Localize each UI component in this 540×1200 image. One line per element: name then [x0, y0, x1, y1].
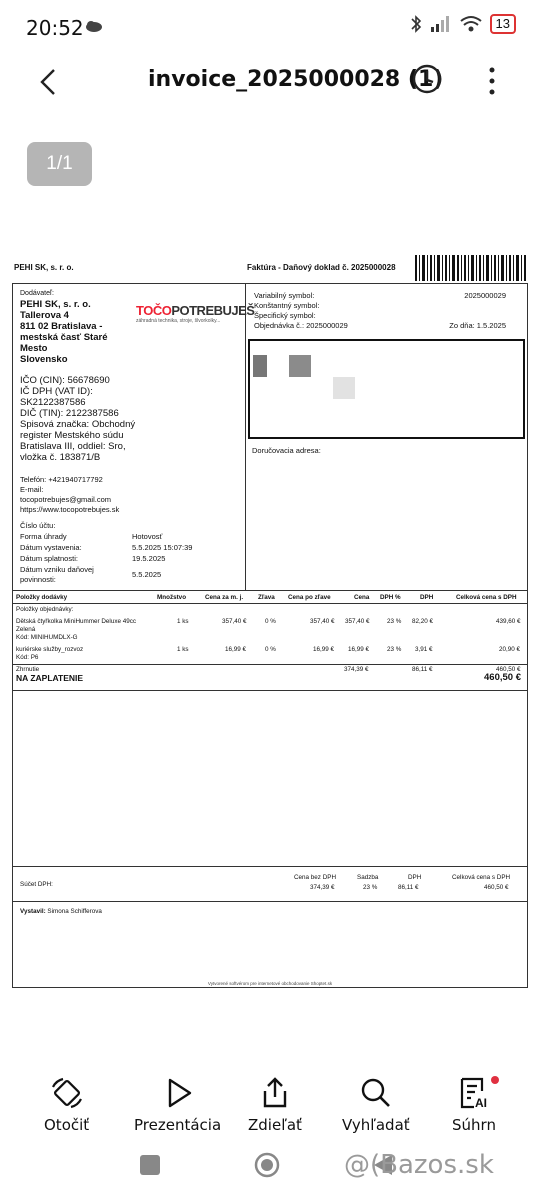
- invoice-header: Faktúra - Daňový doklad č. 2025000028: [247, 263, 396, 272]
- item-unit-price: 357,40 €: [222, 618, 247, 625]
- cloud-icon: [84, 20, 102, 32]
- vat-rate-header: Sadzba: [357, 874, 379, 881]
- col-qty: Množstvo: [157, 594, 187, 601]
- constant-symbol-label: Konštantný symbol:: [254, 301, 320, 310]
- specific-symbol-label: Špecifický symbol:: [254, 311, 316, 320]
- issued-label: Vystavil:: [20, 908, 46, 915]
- col-unit-price: Cena za m. j.: [205, 594, 244, 601]
- id-line: IČ DPH (VAT ID):: [20, 386, 93, 397]
- item-name: kuriérske služby_rozvoz: [16, 646, 84, 653]
- search-icon: [358, 1075, 394, 1111]
- seller-line: PEHI SK, s. r. o.: [20, 299, 91, 310]
- col-after-discount: Cena po zľave: [288, 594, 331, 601]
- logo-tagline: záhradná technika, stroje, šlvorkolky...: [136, 318, 221, 324]
- payment-key: Forma úhrady: [20, 532, 67, 541]
- seller-line: Mesto: [20, 343, 48, 354]
- item-code: Kód: MINIHUMDLX-G: [16, 634, 78, 641]
- software-footer: Vytvorené softvérom pre internetové obchodovanie Shoptet.sk: [207, 981, 333, 986]
- rotate-icon: [49, 1075, 85, 1111]
- col-item: Položky dodávky: [16, 594, 68, 601]
- item-price: 357,40 €: [345, 618, 370, 625]
- summary-row: [12, 664, 528, 672]
- company-logo: [136, 303, 255, 324]
- seller-address: [20, 299, 130, 365]
- vat-rate: 23 %: [363, 884, 378, 891]
- col-vat: DPH: [420, 594, 434, 601]
- item-total: 439,60 €: [496, 618, 521, 625]
- to-pay-amount: 460,50 €: [484, 672, 521, 683]
- ai-summary-icon: [456, 1075, 492, 1111]
- item-vat: 82,20 €: [412, 618, 434, 625]
- search-button[interactable]: [342, 1075, 410, 1134]
- status-bar: [0, 0, 540, 56]
- bluetooth-icon: [410, 14, 422, 34]
- vat-summary: [12, 867, 528, 901]
- vat-total: 460,50 €: [484, 884, 509, 891]
- redacted-block: [333, 377, 355, 399]
- symbols-block: [254, 291, 522, 331]
- items-table: [12, 590, 528, 684]
- notes-area: [12, 690, 528, 867]
- payment-value: 19.5.2025: [132, 554, 166, 563]
- item-qty: 1 ks: [177, 646, 189, 653]
- search-label: Vyhľadať: [342, 1116, 410, 1134]
- payment-info: [20, 532, 240, 586]
- vat-base: 374,39 €: [310, 884, 335, 891]
- share-icon: [257, 1075, 293, 1111]
- id-line: SK2122387586: [20, 397, 86, 408]
- order-number: Objednávka č.: 2025000029: [254, 321, 348, 330]
- item-total: 20,90 €: [499, 646, 521, 653]
- summary-vat: 86,11 €: [412, 666, 433, 673]
- col-vat-pct: DPH %: [380, 594, 401, 601]
- item-after-discount: 357,40 €: [310, 618, 335, 625]
- order-date: Zo dňa: 1.5.2025: [449, 321, 506, 330]
- id-line: vložka č. 183871/B: [20, 452, 101, 463]
- status-time: 20:52: [26, 16, 84, 40]
- id-line: IČO (CIN): 56678690: [20, 375, 110, 386]
- to-pay-label: NA ZAPLATENIE: [16, 673, 84, 683]
- bottom-toolbar: [0, 1075, 540, 1145]
- play-icon: [160, 1075, 196, 1111]
- item-price: 16,99 €: [348, 646, 370, 653]
- presentation-button[interactable]: [134, 1075, 221, 1134]
- rotate-label: Otočiť: [44, 1116, 90, 1134]
- clock-icon[interactable]: [410, 62, 444, 96]
- vat-amount: 86,11 €: [398, 884, 419, 891]
- more-vert-icon[interactable]: [480, 64, 504, 98]
- seller-line: mestská časť Staré: [20, 332, 108, 343]
- variable-symbol-value: 2025000029: [464, 291, 506, 300]
- wifi-icon: [460, 15, 482, 33]
- battery-indicator: 13: [490, 14, 516, 34]
- id-line: Bratislava III, oddiel: Sro,: [20, 441, 126, 452]
- item-qty: 1 ks: [177, 618, 189, 625]
- table-row: [12, 616, 528, 646]
- id-line: register Mestského súdu: [20, 430, 124, 441]
- id-line: Spisová značka: Obchodný: [20, 419, 136, 430]
- payment-value: 5.5.2025: [132, 570, 162, 579]
- recents-icon[interactable]: [139, 1154, 161, 1176]
- item-variant: Zelená: [16, 626, 36, 633]
- summary-price: 374,39 €: [344, 666, 369, 673]
- contact-line: Telefón: +421940717792: [20, 475, 103, 484]
- to-pay-row: [12, 672, 528, 684]
- share-button[interactable]: [248, 1075, 302, 1134]
- col-discount: Zľava: [258, 594, 275, 601]
- item-after-discount: 16,99 €: [313, 646, 335, 653]
- item-name: Dětská čtyřkolka MiniHummer Deluxe 49cc: [16, 618, 137, 625]
- item-discount: 0 %: [265, 646, 276, 653]
- summary-button[interactable]: [452, 1075, 496, 1134]
- bank-account-label: Číslo účtu:: [20, 521, 56, 530]
- seller-label: Dodávateľ:: [20, 290, 54, 297]
- seller-header: PEHI SK, s. r. o.: [14, 263, 74, 272]
- share-label: Zdieľať: [248, 1116, 302, 1134]
- status-icons: [410, 14, 516, 34]
- vat-sum-label: Súčet DPH:: [20, 881, 53, 888]
- logo-part2: POTREBUJEŠ: [171, 303, 255, 318]
- seller-line: Tallerova 4: [20, 310, 69, 321]
- presentation-label: Prezentácia: [134, 1116, 222, 1134]
- buyer-address-box: [248, 339, 525, 439]
- order-items-label-row: [12, 604, 528, 616]
- item-vat-pct: 23 %: [387, 646, 402, 653]
- order-items-label: Položky objednávky:: [16, 606, 74, 613]
- item-vat-pct: 23 %: [387, 618, 402, 625]
- seller-line: Slovensko: [20, 354, 68, 365]
- seller-contacts: [20, 475, 240, 515]
- item-vat: 3,91 €: [415, 646, 433, 653]
- redacted-block: [289, 355, 311, 377]
- payment-key: Dátum vzniku daňovej povinnosti:: [20, 565, 94, 584]
- contact-line: https://www.tocopotrebujes.sk: [20, 505, 120, 514]
- variable-symbol-label: Variabilný symbol:: [254, 291, 315, 300]
- summary-label: Zhrnutie: [16, 666, 40, 673]
- payment-value: 5.5.2025 15:07:39: [132, 543, 193, 552]
- summary-total: 460,50 €: [496, 666, 521, 673]
- chevron-left-icon[interactable]: [32, 64, 68, 100]
- notification-dot: [491, 1076, 499, 1084]
- vat-total-header: Celková cena s DPH: [452, 874, 511, 881]
- seller-line: 811 02 Bratislava -: [20, 321, 103, 332]
- vat-header: DPH: [408, 874, 422, 881]
- redacted-block: [253, 355, 267, 377]
- issued-section: [12, 901, 528, 988]
- item-unit-price: 16,99 €: [225, 646, 247, 653]
- contact-line: E-mail:: [20, 485, 44, 494]
- barcode: [415, 255, 526, 281]
- payment-value: Hotovosť: [132, 532, 163, 541]
- rotate-button[interactable]: [44, 1075, 89, 1134]
- document-title: invoice_2025000028 (1): [148, 67, 444, 92]
- vat-base-header: Cena bez DPH: [294, 874, 336, 881]
- item-code: Kód: P6: [16, 654, 39, 661]
- delivery-address-label: Doručovacia adresa:: [252, 446, 321, 455]
- payment-key: Dátum splatnosti:: [20, 554, 78, 563]
- seller-ids: [20, 375, 240, 463]
- contact-line: tocopotrebujes@gmail.com: [20, 495, 111, 504]
- summary-label: Súhrn: [452, 1116, 496, 1134]
- signal-icon: [430, 15, 452, 33]
- page-indicator: 1/1: [27, 142, 92, 186]
- col-price: Cena: [354, 594, 370, 601]
- payment-key: Dátum vystavenia:: [20, 543, 82, 552]
- table-row: [12, 646, 528, 664]
- svg-text:AI: AI: [474, 1096, 487, 1110]
- id-line: DIČ (TIN): 2122387586: [20, 408, 119, 419]
- issued-by: Simona Schifferova: [47, 908, 102, 915]
- table-header: [12, 590, 528, 604]
- item-discount: 0 %: [265, 618, 276, 625]
- watermark: @(Bazos.sk: [344, 1150, 494, 1180]
- app-bar: [0, 56, 540, 106]
- col-total: Celková cena s DPH: [456, 594, 517, 601]
- logo-part1: TOČO: [136, 303, 172, 318]
- home-icon[interactable]: [254, 1152, 280, 1178]
- column-divider: [245, 283, 246, 590]
- invoice-page: [12, 253, 528, 988]
